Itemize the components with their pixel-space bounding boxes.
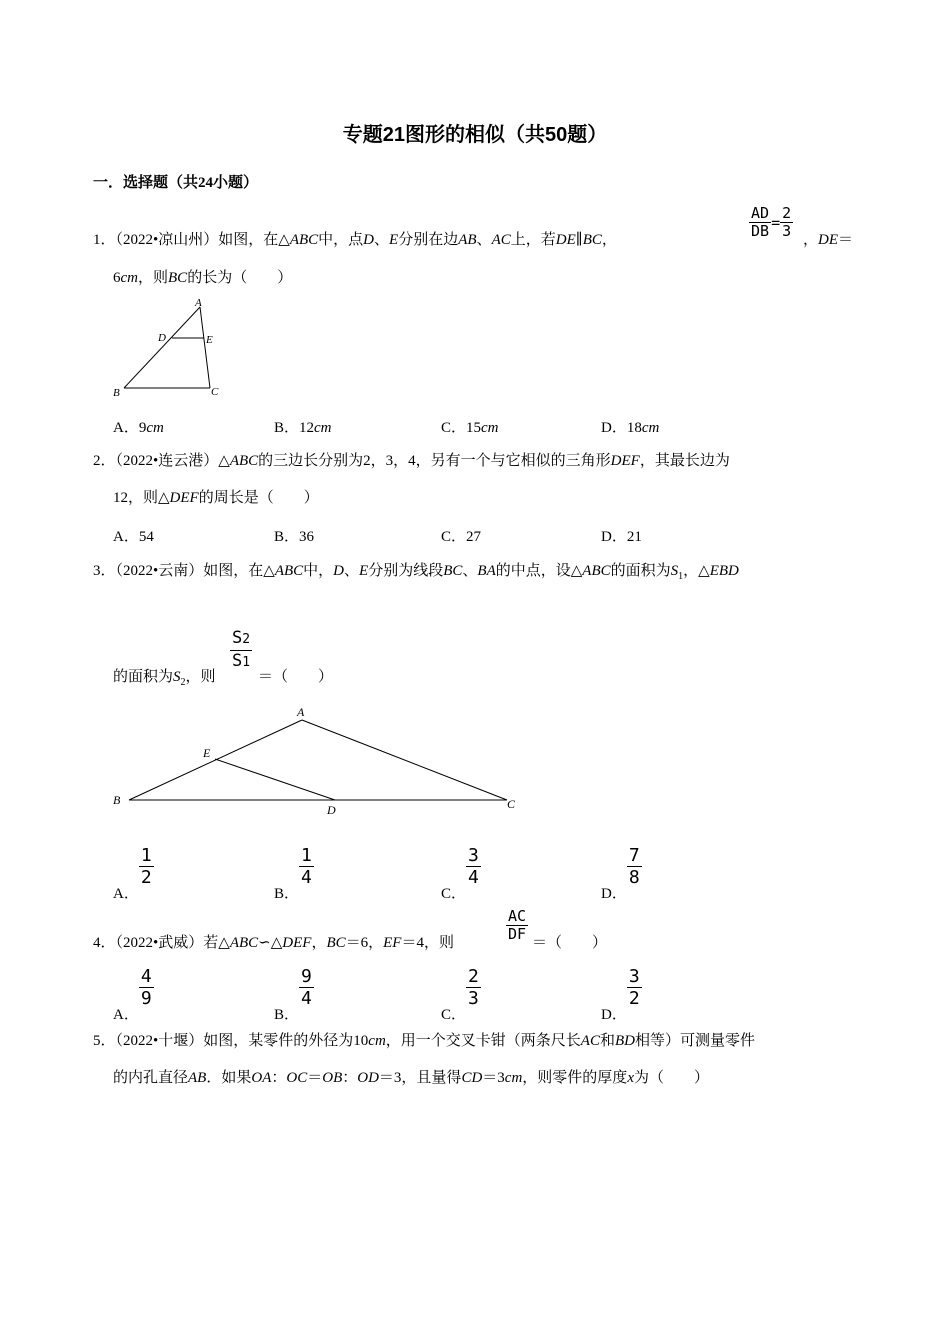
vertex-label-b: B bbox=[113, 793, 121, 807]
q1-option-b: B．12cm bbox=[274, 420, 332, 436]
q4-option-a: A． $\frac{4}{9}$ bbox=[113, 966, 152, 1023]
section-heading: 一．选择题（共24小题） bbox=[93, 175, 259, 191]
question-1-tail: ，DE＝ bbox=[803, 232, 854, 248]
question-3-figure bbox=[105, 700, 530, 820]
q3-option-d: D． $\frac{7}{8}$ bbox=[601, 845, 640, 902]
question-5-line-2: 的内孔直径AB．如果OA：OC＝OB：OD＝3，且量得CD＝3cm，则零件的厚度x为（ ） bbox=[113, 1070, 709, 1086]
q1-option-d: D．18cm bbox=[601, 420, 660, 436]
question-1-figure bbox=[108, 295, 228, 405]
vertex-label-a: A bbox=[297, 705, 305, 719]
vertex-label-e: E bbox=[206, 334, 213, 346]
question-1-line-1: 1．（2022•凉山州）如图，在△ABC中，点D、E分别在边AB、AC上，若DE∥BC， bbox=[93, 232, 617, 248]
q2-option-a: A．54 bbox=[113, 529, 154, 545]
q4-option-c: C． $\frac{2}{3}$ bbox=[441, 966, 479, 1023]
fraction-2-3: $\frac{2}{3}$ bbox=[782, 204, 792, 240]
vertex-label-a: A bbox=[195, 297, 202, 309]
vertex-label-e: E bbox=[203, 746, 211, 760]
question-2-line-1: 2．（2022•连云港）△ABC的三边长分别为2，3，4，另有一个与它相似的三角形DEF，其最长边为 bbox=[93, 453, 730, 469]
question-3-line-1: 3．（2022•云南）如图，在△ABC中，D、E分别为线段BC、BA的中点，设△ABC的面积为$S_1$，△EBD bbox=[93, 563, 739, 582]
question-3-line-2-b: ＝（ ） bbox=[258, 669, 334, 685]
q1-option-c: C．15cm bbox=[441, 420, 499, 436]
q3-option-a: A． $\frac{1}{2}$ bbox=[113, 845, 152, 902]
question-3-fraction: $\frac{S2}{S1}$ bbox=[232, 628, 251, 671]
question-2-line-2: 12，则△DEF的周长是（ ） bbox=[113, 490, 319, 506]
q4-option-d: D． $\frac{3}{2}$ bbox=[601, 966, 640, 1023]
question-1-line-2: 6cm，则BC的长为（ ） bbox=[113, 270, 293, 286]
vertex-label-c: C bbox=[211, 386, 219, 398]
question-5-line-1: 5．（2022•十堰）如图，某零件的外径为10cm，用一个交叉卡钳（两条尺长AC和BD相等）可测量零件 bbox=[93, 1033, 755, 1049]
vertex-label-c: C bbox=[507, 797, 516, 811]
vertex-label-b: B bbox=[113, 387, 120, 399]
page-title: 专题21图形的相似（共50题） bbox=[342, 124, 608, 146]
q2-option-c: C．27 bbox=[441, 529, 482, 545]
question-4-line-1: 4．（2022•武威）若△ABC∽△DEF，BC＝6，EF＝4，则 bbox=[93, 935, 454, 951]
q1-option-a: A．9cm bbox=[113, 420, 164, 436]
q3-option-c: C． $\frac{3}{4}$ bbox=[441, 845, 479, 902]
fraction-ad-db: $\frac{AD}{DB}$ bbox=[751, 204, 770, 240]
question-4-tail: ＝（ ） bbox=[532, 935, 608, 951]
question-1-ratio: $\frac{AD}{DB}$ = $\frac{2}{3}$ bbox=[751, 204, 792, 240]
q2-option-d: D．21 bbox=[601, 529, 642, 545]
vertex-label-d: D bbox=[158, 332, 166, 344]
question-3-line-2-a: 的面积为$S_2$，则 bbox=[113, 669, 216, 688]
q4-option-b: B． $\frac{9}{4}$ bbox=[274, 966, 312, 1023]
question-4-fraction: $\frac{AC}{DF}$ bbox=[508, 907, 527, 943]
vertex-label-d: D bbox=[327, 803, 336, 817]
q3-option-b: B． $\frac{1}{4}$ bbox=[274, 845, 312, 902]
q2-option-b: B．36 bbox=[274, 529, 315, 545]
